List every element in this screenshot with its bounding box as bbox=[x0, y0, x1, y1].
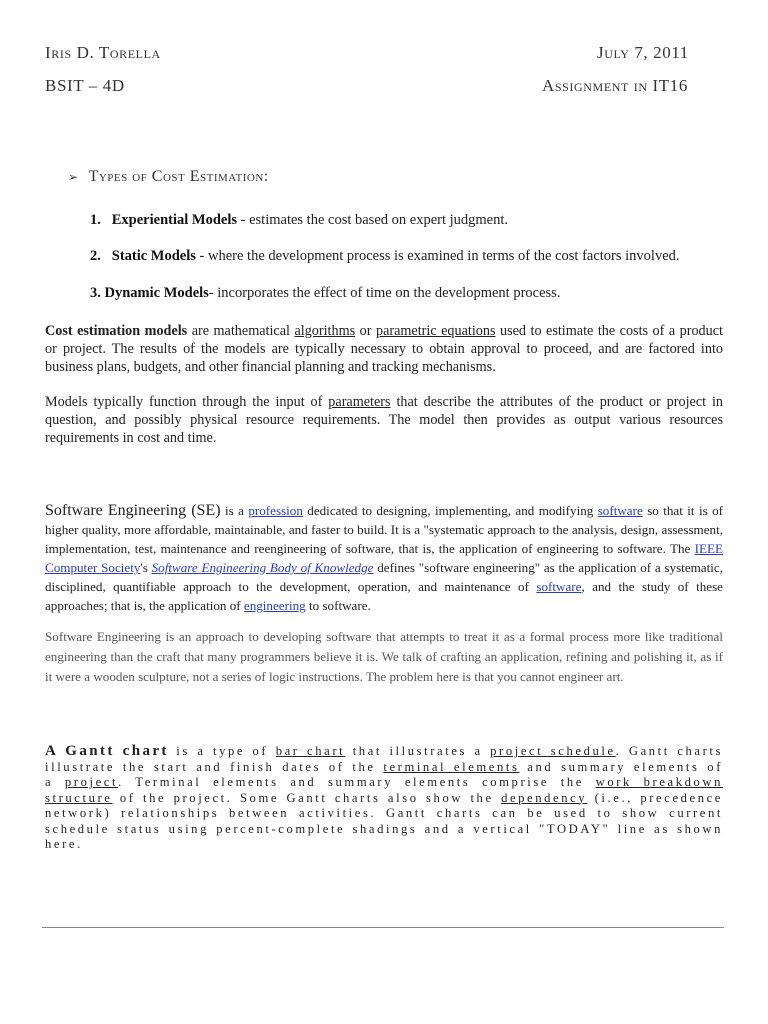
work-breakdown-structure-link[interactable]: work breakdown structure bbox=[45, 775, 723, 805]
software-link[interactable]: software bbox=[597, 503, 643, 518]
gantt-chart-paragraph: A Gantt chart is a type of bar chart that illustrates a project schedule. Gantt charts illustrate the start and finish dates of the terminal elements and summary elements of a project. Terminal elements and summary elements comprise the work breakdown structure of the project. Some Gantt charts also show the dependency (i.e., precedence network) relationships between activities. Gantt charts can be used to show current schedule status using percent-complete shadings and a vertical "TODAY" line as shown here. bbox=[45, 743, 723, 851]
list-item bbox=[90, 212, 508, 229]
term-bold: Software Engineering (SE) bbox=[45, 502, 221, 519]
assignment-title: Assignment in IT16 bbox=[542, 76, 688, 95]
models-paragraph: Models typically function through the input of parameters that describe the attributes of the product or project in question, and possibly physical resource requirements. The model then provides as output various resources requirements in cost and time. bbox=[45, 394, 724, 446]
model-name: Experiential Models bbox=[111, 212, 238, 228]
se-approach-paragraph: Software Engineering is an approach to developing software that attempts to treat it as a formal process more like traditional engineering than the craft that many programmers believe it is. We talk of crafting an application, refining and polishing it, as if it were a wooden sculpture, not a series of logic instructions. The problem here is that you cannot engineer art. bbox=[45, 629, 723, 684]
software-link-2[interactable]: software bbox=[536, 579, 582, 594]
model-name: Dynamic Models bbox=[104, 285, 209, 301]
section-heading bbox=[68, 168, 269, 186]
list-number: 1. bbox=[90, 212, 101, 228]
ieee-computer-society-link[interactable]: IEEE Computer Society bbox=[45, 541, 723, 575]
dependency-link[interactable]: dependency bbox=[501, 790, 588, 805]
cost-estimation-paragraph: Cost estimation models are mathematical algorithms or parametric equations used to estimate the costs of a product or project. The results of the models are typically necessary to obtain approval to proceed, and are factored into business plans, budgets, and other financial planning and tracking mechanisms. bbox=[45, 323, 723, 375]
model-description: - estimates the cost based on expert judgment. bbox=[237, 212, 509, 228]
engineering-link[interactable]: engineering bbox=[243, 598, 306, 613]
algorithms-link[interactable]: algorithms bbox=[294, 323, 356, 339]
author-name: Iris D. Torella bbox=[45, 43, 161, 62]
list-item bbox=[90, 248, 680, 265]
section-heading-text: Types of Cost Estimation: bbox=[88, 168, 269, 185]
software-engineering-paragraph: Software Engineering (SE) is a profession dedicated to designing, implementing, and modifying software so that it is of higher quality, more affordable, maintainable, and faster to build. It is a "systematic approach to the analysis, design, assessment, implementation, test, maintenance and reengineering of software, that is, the application of engineering to software. The IEEE Computer Society's Software Engineering Body of Knowledge defines "software engineering" as the application of a systematic, disciplined, quantifiable approach to the development, operation, and maintenance of software, and the study of these approaches; that is, the application of engineering to software. bbox=[45, 502, 724, 613]
horizontal-rule bbox=[42, 927, 724, 928]
bar-chart-link[interactable]: bar chart bbox=[275, 744, 346, 758]
course-section: BSIT – 4D bbox=[45, 76, 125, 95]
parametric-equations-link[interactable]: parametric equations bbox=[375, 323, 496, 339]
parameters-link[interactable]: parameters bbox=[328, 394, 391, 410]
model-name: Static Models bbox=[111, 248, 196, 264]
arrow-bullet-icon: ➢ bbox=[68, 170, 79, 184]
swebok-link[interactable]: Software Engineering Body of Knowledge bbox=[151, 560, 374, 575]
term-bold: Cost estimation models bbox=[45, 323, 188, 339]
term-bold: A Gantt chart bbox=[45, 743, 169, 759]
profession-link[interactable]: profession bbox=[248, 503, 303, 518]
terminal-elements-link[interactable]: terminal elements bbox=[383, 759, 520, 774]
model-description: - incorporates the effect of time on the development process. bbox=[208, 285, 561, 301]
list-number: 2. bbox=[90, 248, 101, 264]
project-link[interactable]: project bbox=[64, 775, 119, 789]
model-description: - where the development process is examined in terms of the cost factors involved. bbox=[195, 248, 680, 264]
assignment-date: July 7, 2011 bbox=[597, 43, 689, 62]
list-number: 3. bbox=[90, 285, 101, 301]
list-item bbox=[90, 285, 560, 302]
project-schedule-link[interactable]: project schedule bbox=[490, 744, 616, 758]
